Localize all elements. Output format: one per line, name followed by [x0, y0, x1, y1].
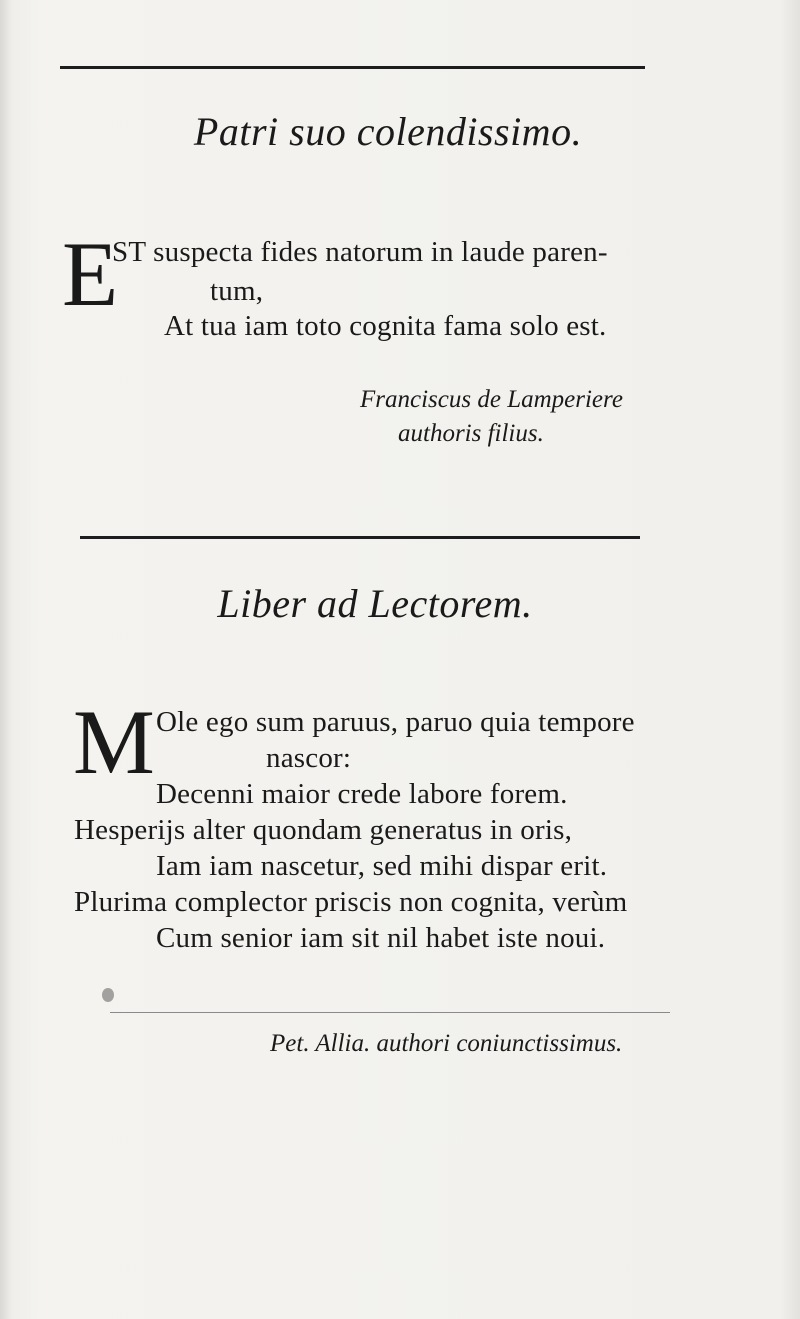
reader-dropcap: M: [73, 691, 155, 793]
reader-heading: Liber ad Lectorem.: [217, 581, 533, 626]
reader-line-6: Plurima complector priscis non cognita, verùm: [74, 886, 628, 918]
reader-line-4: Hesperijs alter quondam generatus in oris,: [74, 814, 573, 846]
reader-line-2: nascor:: [266, 742, 352, 774]
top-rule: [60, 66, 645, 69]
dedication-dropcap: E: [62, 223, 119, 325]
dedication-signature-name: Franciscus de Lamperiere: [360, 386, 623, 413]
dedication-line-1: ST suspecta fides natorum in laude paren-: [112, 236, 608, 268]
middle-rule: [80, 536, 640, 539]
bottom-rule: [110, 1012, 670, 1013]
reader-line-5: Iam iam nascetur, sed mihi dispar erit.: [156, 850, 608, 882]
dedication-heading: Patri suo colendissimo.: [193, 109, 583, 154]
reader-line-1: Ole ego sum paruus, paruo quia tempore: [156, 706, 635, 738]
dedication-line-2: tum,: [210, 275, 264, 307]
reader-line-7: Cum senior iam sit nil habet iste noui.: [156, 922, 606, 954]
reader-line-3: Decenni maior crede labore forem.: [156, 778, 568, 810]
reader-signature: Pet. Allia. authori coniunctissimus.: [270, 1030, 623, 1057]
dedication-signature-role: authoris filius.: [398, 420, 544, 447]
dedication-line-3: At tua iam toto cognita fama solo est.: [164, 310, 607, 342]
ink-smudge: [102, 988, 114, 1002]
